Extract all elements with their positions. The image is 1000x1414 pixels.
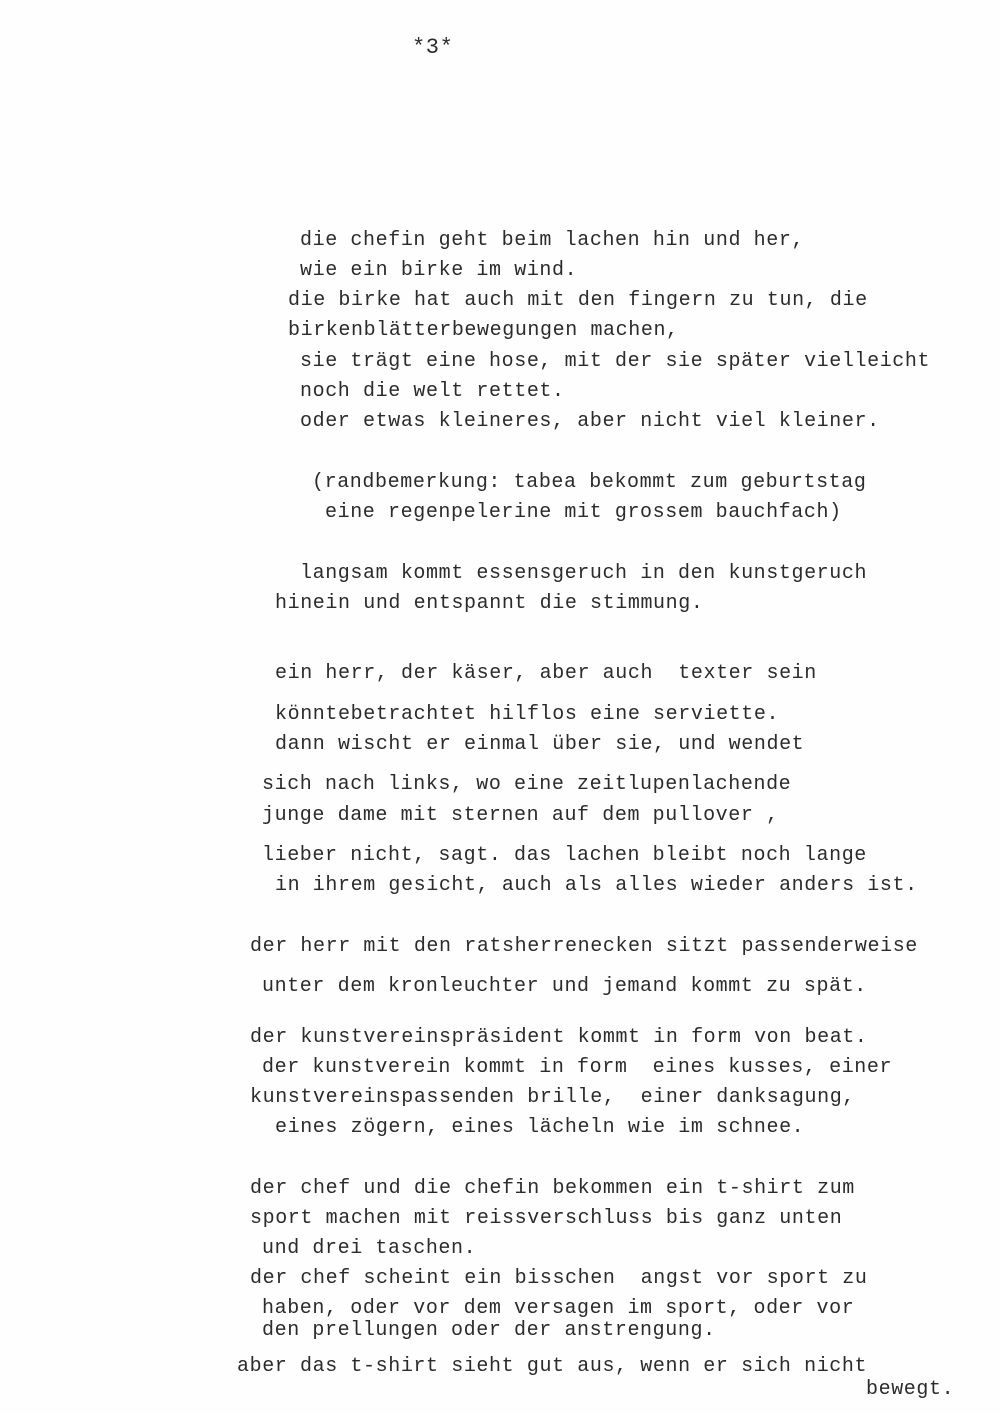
text-line: haben, oder vor dem versagen im sport, oder vor — [262, 1297, 855, 1320]
text-line: dann wischt er einmal über sie, und wendet — [275, 733, 805, 756]
text-line: oder etwas kleineres, aber nicht viel kleiner. — [300, 410, 880, 433]
text-line: langsam kommt essensgeruch in den kunstgeruch — [300, 562, 868, 585]
text-line: junge dame mit sternen auf dem pullover , — [262, 804, 779, 827]
text-line: der chef und die chefin bekommen ein t-shirt zum — [250, 1177, 855, 1200]
text-line: birkenblätterbewegungen machen, — [288, 319, 679, 342]
text-line: noch die welt rettet. — [300, 380, 565, 403]
text-line: aber das t-shirt sieht gut aus, wenn er sich nicht — [237, 1355, 868, 1378]
text-line: sich nach links, wo eine zeitlupenlachende — [262, 773, 792, 796]
text-line: den prellungen oder der anstrengung. — [262, 1319, 716, 1342]
text-line: (randbemerkung: tabea bekommt zum geburtstag — [312, 471, 867, 494]
text-line: sie trägt eine hose, mit der sie später vielleicht — [300, 350, 931, 373]
text-line: und drei taschen. — [262, 1237, 477, 1260]
text-line: die chefin geht beim lachen hin und her, — [300, 229, 805, 252]
text-line: könntebetrachtet hilflos eine serviette. — [275, 703, 780, 726]
text-line: eine regenpelerine mit grossem bauchfach) — [325, 501, 842, 524]
text-line: der kunstvereinspräsident kommt in form von beat. — [250, 1026, 868, 1049]
text-line: kunstvereinspassenden brille, einer danksagung, — [250, 1086, 855, 1109]
text-line: der chef scheint ein bisschen angst vor sport zu — [250, 1267, 868, 1290]
text-line: eines zögern, eines lächeln wie im schnee. — [275, 1116, 805, 1139]
text-line: unter dem kronleuchter und jemand kommt zu spät. — [262, 975, 867, 998]
text-line: der herr mit den ratsherrenecken sitzt passenderweise — [250, 935, 918, 958]
text-line: lieber nicht, sagt. das lachen bleibt noch lange — [262, 844, 867, 867]
text-line: die birke hat auch mit den fingern zu tun, die — [288, 289, 868, 312]
text-line: der kunstverein kommt in form eines kusses, einer — [262, 1056, 893, 1079]
text-line: sport machen mit reissverschluss bis ganz unten — [250, 1207, 843, 1230]
page-number: *3* — [412, 35, 454, 60]
text-line: wie ein birke im wind. — [300, 259, 578, 282]
text-line: ein herr, der käser, aber auch texter sein — [275, 662, 817, 685]
text-line: hinein und entspannt die stimmung. — [275, 592, 704, 615]
text-line: bewegt. — [866, 1378, 955, 1401]
text-line: in ihrem gesicht, auch als alles wieder anders ist. — [275, 874, 918, 897]
